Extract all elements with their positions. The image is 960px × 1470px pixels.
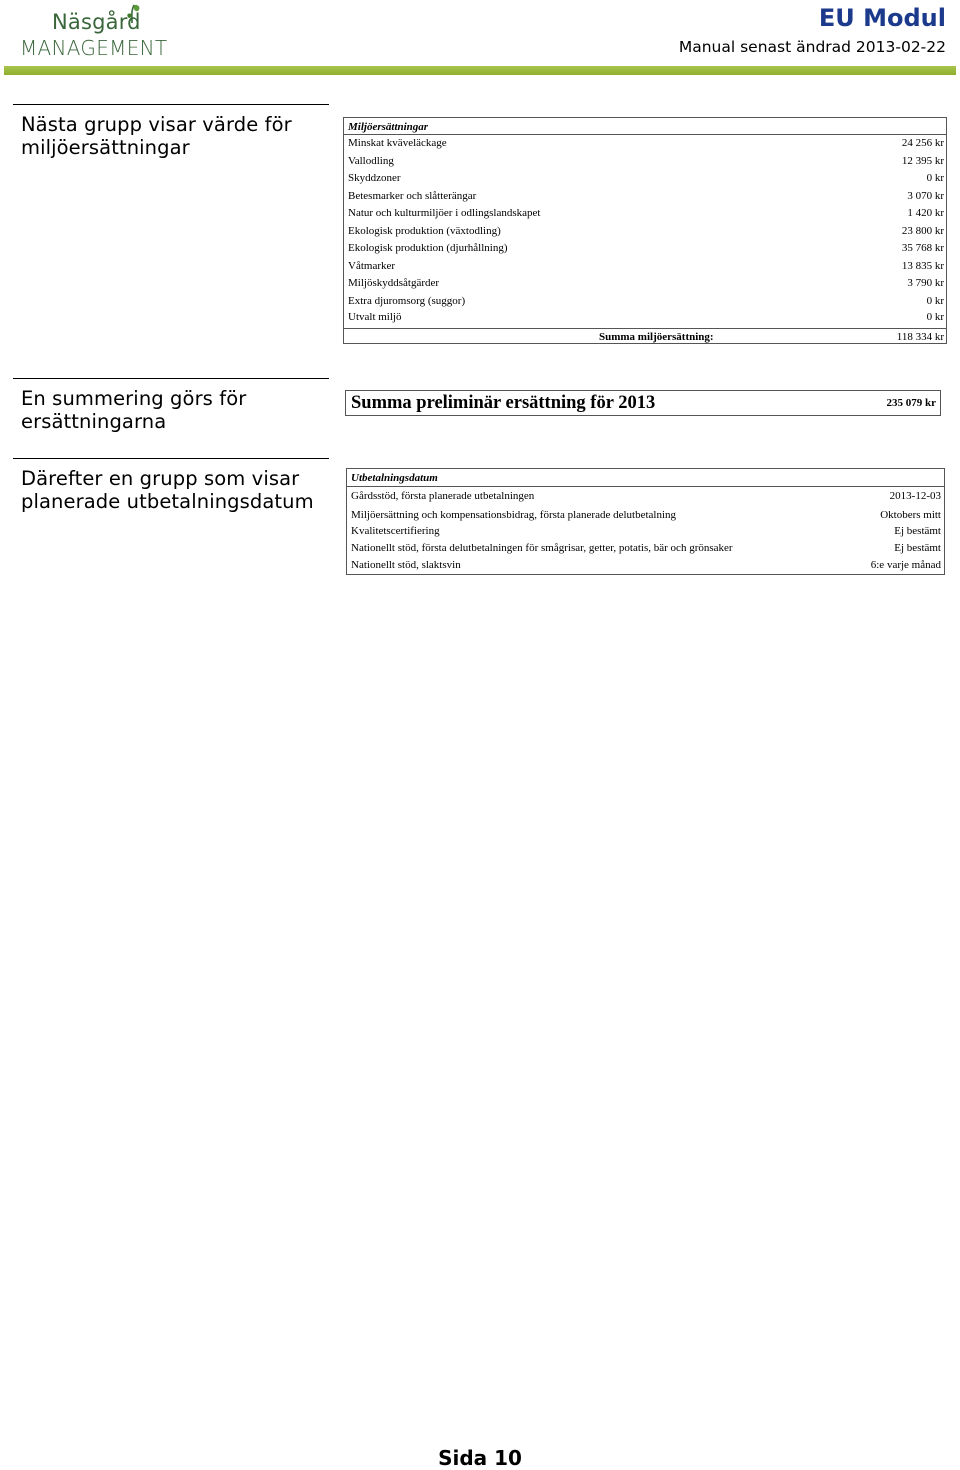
row-label: Betesmarker och slåtterängar — [348, 189, 477, 202]
sum-label: Summa miljöersättning: — [599, 331, 714, 343]
table-header: Utbetalningsdatum — [351, 472, 438, 484]
section-rule — [13, 378, 329, 379]
table-row — [348, 295, 944, 312]
row-label: Nationellt stöd, första delutbetalningen för smågrisar, getter, potatis, bär och grönsaker — [351, 542, 733, 554]
logo-text-top: Näsgård — [52, 10, 141, 34]
table-header: Miljöersättningar — [348, 121, 429, 133]
page-number: Sida 10 — [438, 1446, 522, 1470]
row-value: 3 790 kr — [907, 277, 944, 289]
logo-text-bottom: MANAGEMENT — [20, 36, 168, 60]
table-row — [348, 172, 944, 189]
row-value: 1 420 kr — [907, 207, 944, 219]
miljo-table — [343, 117, 947, 344]
table-row — [348, 225, 944, 242]
header-divider — [4, 66, 956, 75]
row-value: Ej bestämt — [894, 525, 941, 537]
section-rule — [13, 104, 329, 105]
table-row — [348, 311, 944, 328]
total-value: 235 079 kr — [886, 397, 936, 409]
table-row — [348, 137, 944, 154]
row-value: Oktobers mitt — [880, 509, 941, 521]
table-row — [348, 260, 944, 277]
row-value: 0 kr — [926, 294, 944, 307]
section-caption: Nästa grupp visar värde för miljöersättningar — [21, 113, 292, 159]
row-value: Ej bestämt — [894, 542, 941, 554]
row-label: Vallodling — [348, 154, 394, 167]
row-label: Kvalitetscertifiering — [351, 525, 440, 537]
row-label: Ekologisk produktion (växtodling) — [348, 224, 501, 237]
payout-table — [346, 468, 945, 575]
row-value: 6:e varje månad — [870, 559, 941, 571]
table-row — [351, 490, 941, 507]
row-value: 0 kr — [926, 311, 944, 323]
row-label: Utvalt miljö — [348, 311, 402, 323]
row-label: Ekologisk produktion (djurhållning) — [348, 242, 508, 254]
row-label: Extra djuromsorg (suggor) — [348, 294, 466, 307]
row-value: 2013-12-03 — [889, 490, 941, 502]
document-subtitle: Manual senast ändrad 2013-02-22 — [678, 38, 946, 56]
section-rule — [13, 458, 329, 459]
row-label: Minskat kväveläckage — [348, 137, 447, 149]
sum-value: 118 334 kr — [896, 331, 944, 343]
row-value: 0 kr — [926, 172, 944, 184]
total-label: Summa preliminär ersättning för 2013 — [351, 393, 656, 413]
table-row — [348, 277, 944, 294]
row-value: 24 256 kr — [901, 137, 944, 149]
table-row — [348, 242, 944, 259]
row-value: 35 768 kr — [901, 242, 944, 254]
table-row — [351, 542, 941, 559]
document-title: EU Modul — [818, 4, 946, 32]
row-value: 3 070 kr — [907, 189, 944, 202]
section-caption: Därefter en grupp som visar planerade utbetalningsdatum — [21, 467, 314, 513]
table-row — [348, 155, 944, 172]
table-row — [348, 190, 944, 207]
row-label: Gårdsstöd, första planerade utbetalningen — [351, 490, 535, 502]
row-value: 12 395 kr — [901, 154, 944, 167]
table-row — [351, 559, 941, 576]
row-label: Natur och kulturmiljöer i odlingslandskapet — [348, 207, 541, 219]
section-caption: En summering görs för ersättningarna — [21, 387, 247, 433]
row-label: Miljöersättning och kompensationsbidrag, första planerade delutbetalning — [351, 509, 677, 521]
total-box — [345, 390, 941, 416]
row-value: 13 835 kr — [901, 259, 944, 272]
row-label: Skyddzoner — [348, 172, 401, 184]
company-logo — [18, 2, 178, 62]
row-value: 23 800 kr — [901, 224, 944, 237]
row-label: Våtmarker — [348, 259, 396, 272]
row-label: Miljöskyddsåtgärder — [348, 277, 440, 289]
row-label: Nationellt stöd, slaktsvin — [351, 559, 461, 571]
table-row — [351, 509, 941, 526]
table-row — [348, 207, 944, 224]
table-row — [351, 525, 941, 542]
